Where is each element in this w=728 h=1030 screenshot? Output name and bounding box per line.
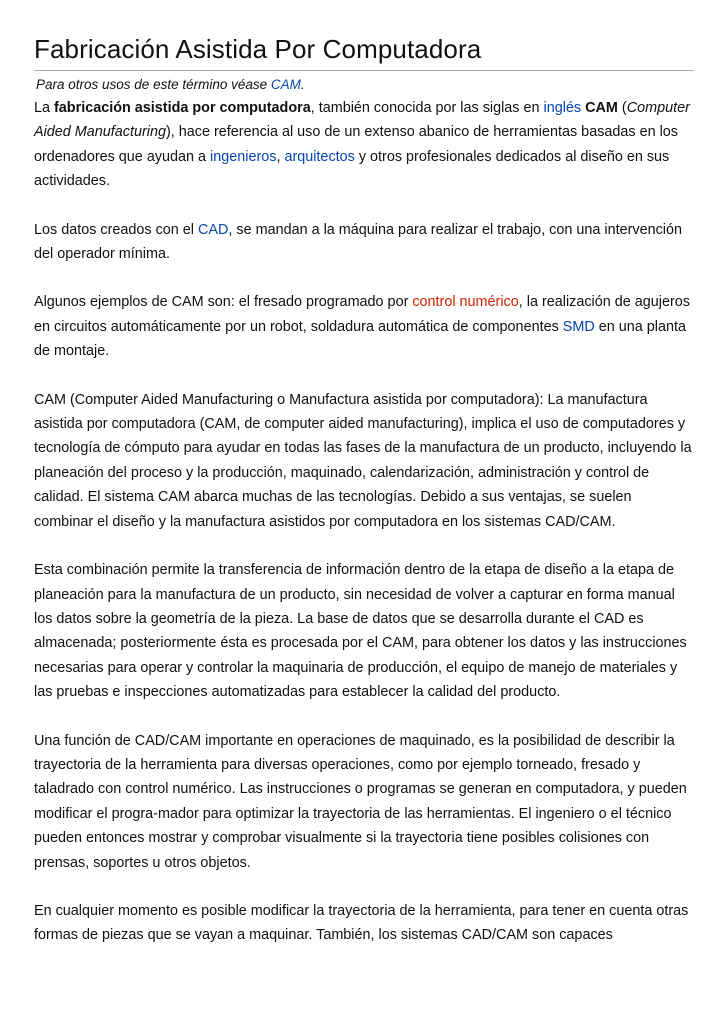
title-divider [34,70,694,71]
paragraph-machining: Una función de CAD/CAM importante en operaciones de maquinado, es la posibilidad de describir la trayectoria de la herramienta para diversas operaciones, como por ejemplo torneado, fresado y taladrado con control numérico. Las instrucciones o programas se generan en computadora, y pueden modificar el progra-mador para optimizar la trayectoria de las herramientas. El ingeniero o el técnico pueden entonces mostrar y comprobar visualmente si la trayectoria tiene posibles colisiones con prensas, soportes u otros objetos. [34,732,687,871]
paragraph-trajectory: En cualquier momento es posible modificar la trayectoria de la herramienta, para tener en cuenta otras formas de piezas que se vayan a maquinar. También, los sistemas CAD/CAM son capaces [34,902,689,944]
article-body [34,96,694,972]
link-control-numerico[interactable]: control numérico [412,294,519,311]
text-run: , [276,148,285,165]
italic-term: Computer Aided Manufacturing [34,100,690,141]
paragraph-intro [34,96,694,194]
text-run: en una planta de montaje. [34,318,686,360]
text-run: , también conocida por las siglas en [310,100,544,116]
text-run: ( [617,100,627,116]
hatnote-text: Para otros usos de este término véase [36,77,271,92]
link-ingenieros[interactable]: ingenieros [210,148,277,165]
cam-disambiguation-link[interactable]: CAM [270,77,301,92]
text-run: , la realización de agujeros en circuitos automáticamente por un robot, soldadura automática de componentes [34,294,690,335]
bold-acronym: CAM [585,100,618,116]
page-title: Fabricación Asistida Por Computadora [34,34,482,64]
text-run: ), hace referencia al uso de un extenso abanico de herramientas basadas en los ordenadores que ayudan a [34,124,678,165]
hatnote [36,75,305,95]
text-run: La [34,100,55,116]
link-cad[interactable]: CAD [198,221,229,238]
link-smd[interactable]: SMD [562,318,595,335]
paragraph-examples [34,290,694,363]
text-run: Los datos creados con el [34,221,198,238]
link-ingles[interactable]: inglés [543,100,582,116]
link-arquitectos[interactable]: arquitectos [284,148,355,165]
paragraph-combination: Esta combinación permite la transferencia de información dentro de la etapa de diseño a la etapa de planeación para la manufactura de un producto, sin necesidad de volver a capturar en forma manual los datos sobre la geometría de la pieza. La base de datos que se desarrolla durante el CAD es almacenada; posteriormente ésta es procesada por el CAM, para obtener los datos y las instrucciones necesarias para operar y controlar la maquinaria de producción, el equipo de manejo de materiales y las pruebas e inspecciones automatizadas para establecer la calidad del producto. [34,562,687,701]
paragraph-cam-definition: CAM (Computer Aided Manufacturing o Manufactura asistida por computadora): La manufactura asistida por computadora (CAM, de computer aided manufacturing), implica el uso de computadores y tecnología de cómputo para ayudar en todas las fases de la manufactura de un producto, incluyendo la planeación del proceso y la producción, maquinado, calendarización, administración y control de calidad. El sistema CAM abarca muchas de las tecnologías. Debido a sus ventajas, se suelen combinar el diseño y la manufactura asistidos por computadora en los sistemas CAD/CAM. [34,391,692,530]
text-run: , se mandan a la máquina para realizar el trabajo, con una intervención del operador mínima. [34,221,682,263]
bold-term: fabricación asistida por computadora [54,100,311,116]
text-run: y otros profesionales dedicados al diseño en sus actividades. [34,148,670,190]
paragraph-cad-data [34,218,694,267]
hatnote-suffix: . [300,77,305,92]
text-run: Algunos ejemplos de CAM son: el fresado programado por [34,294,413,311]
